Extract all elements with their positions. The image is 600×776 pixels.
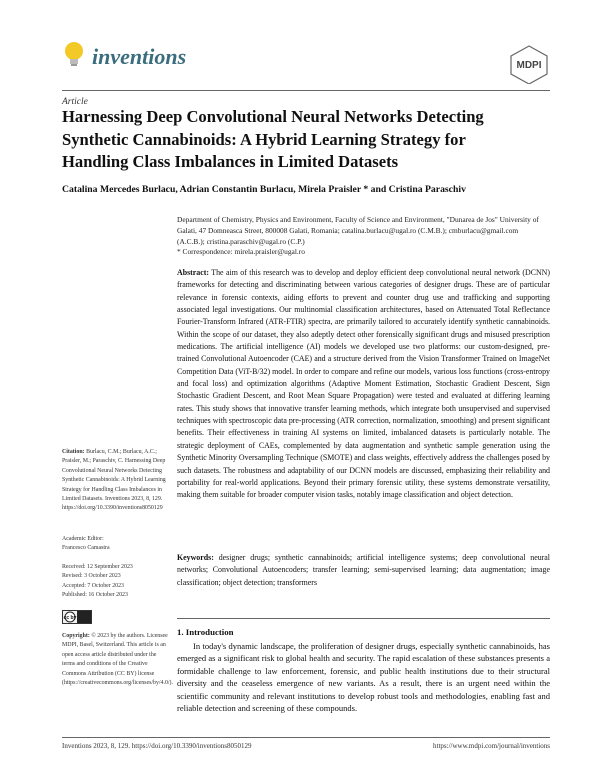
published-date: Published: 16 October 2023 — [62, 592, 128, 599]
footer-divider — [62, 737, 550, 738]
editor-name: Francesco Camastra — [62, 545, 110, 552]
article-title: Harnessing Deep Convolutional Neural Networks Detecting Synthetic Cannabinoids: A Hybrid Learning Strategy for Handling Class Imbalances in Limited Datasets — [62, 107, 484, 171]
keywords — [177, 552, 550, 589]
citation-label: Citation: — [62, 449, 85, 455]
introduction-body — [177, 640, 550, 714]
journal-name: inventions — [92, 44, 187, 69]
author-list: Catalina Mercedes Burlacu, Adrian Constantin Burlacu, Mirela Praisler * and Cristina Paraschiv — [62, 184, 466, 195]
copyright-label: Copyright: — [62, 633, 90, 639]
introduction-paragraph: In today's dynamic landscape, the proliferation of designer drugs, especially synthetic cannabinoids, has emerged as a significant risk to global health and security. The rapid escalation of these substances presents a formidable challenge to law enforcement, forensic, and public health institutions due to their structural diversity and the ceaseless emergence of new variants. As a result, there is an urgent need within the scientific community and relevant institutions to develop robust tools and methodologies, enabling fast and reliable detection and screening of these compounds. — [177, 641, 550, 714]
abstract-text: The aim of this research was to develop and deploy efficient deep convolutional neural network (DCNN) frameworks for detecting and discriminating between various categories of designer drugs. These are of particular relevance in forensic contexts, aiding efforts to prevent and counter drug use and trafficking and supporting associated legal investigations. Our multinomial classification architectures, based on Attenuated Total Reflectance Fourier-Transform Infrared (ATR-FTIR) spectra, are primarily tailored to accurately identify synthetic cannabinoids. Within the scope of our dataset, they also adeptly detect other forensically significant drugs and misused prescription medications. The artificial intelligence (AI) models we developed use two platforms: our custom-designed, pre-trained Convolutional Autoencoder (CAE) and a structure derived from the Vision Transformer Trained on ImageNet Competition Data (ViT-B/32) model. In order to compare and refine our models, various loss functions (cross-entropy and focal loss) and optimization algorithms (Adaptive Moment Estimation, Stochastic Gradient Descent, Sign Stochastic Gradient Descent, and Root Mean Square Propagation) were tested and evaluated at differing learning rates. This study shows that innovative transfer learning methods, which integrate both unsupervised and supervised techniques with spectroscopic data pre-processing (ATR correction, normalization, smoothing) and present significant benefits. Their effectiveness in training AI systems on limited, imbalanced datasets is particularly notable. The strategic deployment of CAEs, complemented by data augmentation and synthetic sample generation using the Synthetic Minority Oversampling Technique (SMOTE) and class weights, effectively address the challenges posed by such datasets. The robustness and adaptability of our DCNN models are discussed, emphasizing their reliability and portability for real-world applications. Beyond their primary forensic utility, these systems demonstrate versatility, making them suitable for broader computer vision tasks, notably image classification and object detection. — [177, 268, 550, 500]
academic-editor — [62, 535, 170, 554]
affiliation: Department of Chemistry, Physics and Environment, Faculty of Science and Environment, "Dunarea de Jos" University of Galati, 47 Domneasca Street, 800008 Galati, Romania; catalina.burlacu@ugal.ro (C.M.B.); cmburlacu@gmail.com (A.C.B.); cristina.paraschiv@ugal.ro (C.P.) — [177, 215, 539, 246]
header-divider — [62, 90, 550, 91]
editor-label: Academic Editor: — [62, 536, 104, 542]
publisher-logo — [508, 44, 550, 84]
history-dates — [62, 563, 170, 601]
copyright-text: © 2023 by the authors. Licensee MDPI, Basel, Switzerland. This article is an open access article distributed under the terms and conditions of the Creative Commons Attribution (CC BY) license (https://creativecommons.org/licenses/by/4.0/). — [62, 633, 173, 687]
citation — [62, 448, 170, 514]
abstract-label: Abstract: — [177, 268, 209, 277]
publisher-name: MDPI — [516, 60, 542, 71]
copyright — [62, 632, 173, 688]
cc-badge-text: cc by — [63, 615, 77, 622]
keywords-label: Keywords: — [177, 553, 214, 562]
abstract — [177, 267, 550, 502]
footer-citation[interactable]: Inventions 2023, 8, 129. https://doi.org/10.3390/inventions8050129 — [62, 742, 252, 750]
footer-journal-url[interactable]: https://www.mdpi.com/journal/inventions — [433, 742, 550, 750]
journal-logo — [62, 40, 86, 68]
accepted-date: Accepted: 7 October 2023 — [62, 582, 124, 589]
revised-date: Revised: 3 October 2023 — [62, 573, 121, 580]
cc-license-badge[interactable] — [62, 610, 92, 624]
keywords-text: designer drugs; synthetic cannabinoids; artificial intelligence systems; deep convolutional neural networks; Convolutional Autoencoders; transfer learning; semi-supervised learning; data augmentation; image classification; object detection; transformers — [177, 553, 550, 587]
article-type: Article — [62, 97, 88, 107]
section-heading-introduction: 1. Introduction — [177, 627, 234, 637]
section-divider — [177, 618, 550, 619]
received-date: Received: 12 September 2023 — [62, 564, 133, 570]
citation-text: Burlacu, C.M.; Burlacu, A.C.; Praisler, M.; Paraschiv, C. Harnessing Deep Convolutional Neural Networks Detecting Synthetic Cannabinoids: A Hybrid Learning Strategy for Handling Class Imbalances in Limited Datasets. Inventions 2023, 8, 129. https://doi.org/10.3390/inventions8050129 — [62, 449, 166, 512]
correspondence: * Correspondence: mirela.praisler@ugal.ro — [177, 247, 305, 257]
affiliation-block — [177, 215, 547, 258]
